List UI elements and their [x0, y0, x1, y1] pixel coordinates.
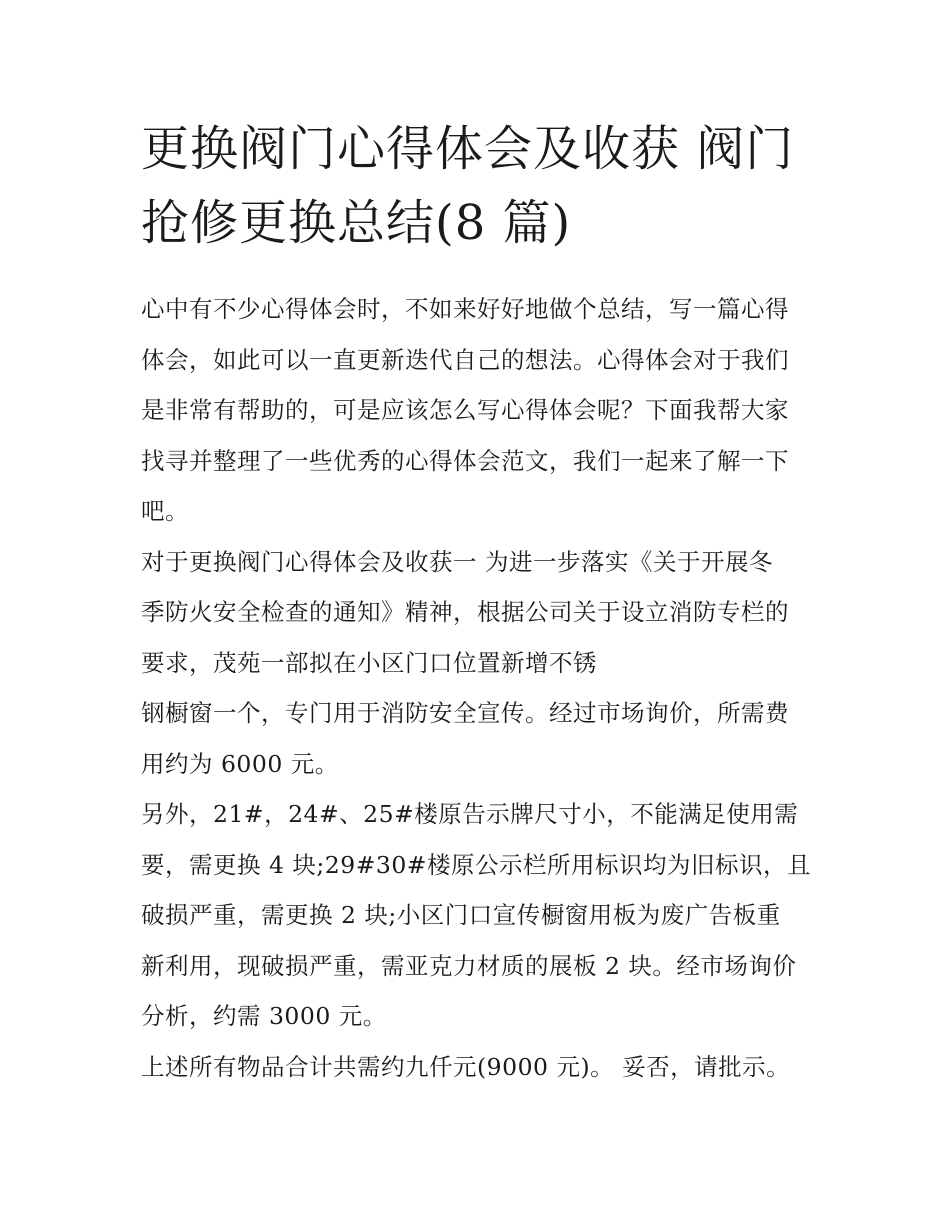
paragraph-section-one [141, 537, 821, 689]
document-content [141, 112, 821, 1092]
text-line: 钢橱窗一个，专门用于消防安全宣传。经过市场询价，所需费 [141, 699, 789, 727]
document-body [141, 284, 821, 1092]
paragraph-cabinet-cost [141, 688, 821, 789]
text-line: 吧。 [141, 497, 189, 525]
paragraph-total [141, 1042, 821, 1093]
text-line: 新利用，现破损严重，需亚克力材质的展板 2 块。经市场询价 [141, 951, 797, 980]
text-line: 要求，茂苑一部拟在小区门口位置新增不锈 [141, 648, 597, 677]
document-title [141, 112, 821, 260]
text-line: 破损严重，需更换 2 块;小区门口宣传橱窗用板为废广告板重 [141, 901, 781, 929]
paragraph-intro [141, 284, 821, 537]
text-line: 用约为 6000 元。 [141, 749, 339, 778]
text-line: 是非常有帮助的，可是应该怎么写心得体会呢？下面我帮大家 [141, 396, 789, 424]
text-line: 分析，约需 3000 元。 [141, 1002, 387, 1030]
title-line: 抢修更换总结(8 篇) [141, 195, 572, 251]
text-line: 要，需更换 4 块;29#30#楼原公示栏所用标识均为旧标识，且 [141, 850, 811, 879]
title-line: 更换阀门心得体会及收获 阀门 [141, 121, 795, 177]
text-line: 季防火安全检查的通知》精神，根据公司关于设立消防专栏的 [141, 598, 789, 626]
text-line: 上述所有物品合计共需约九仟元(9000 元)。 妥否，请批示。 [141, 1052, 791, 1081]
text-line: 对于更换阀门心得体会及收获一 为进一步落实《关于开展冬 [141, 547, 773, 576]
text-line: 体会，如此可以一直更新迭代自己的想法。心得体会对于我们 [141, 345, 789, 374]
text-line: 找寻并整理了一些优秀的心得体会范文，我们一起来了解一下 [141, 446, 789, 475]
text-line: 心中有不少心得体会时，不如来好好地做个总结，写一篇心得 [141, 295, 789, 323]
text-line: 另外，21#，24#、25#楼原告示牌尺寸小，不能满足使用需 [141, 800, 799, 828]
paragraph-signboards [141, 789, 821, 1042]
